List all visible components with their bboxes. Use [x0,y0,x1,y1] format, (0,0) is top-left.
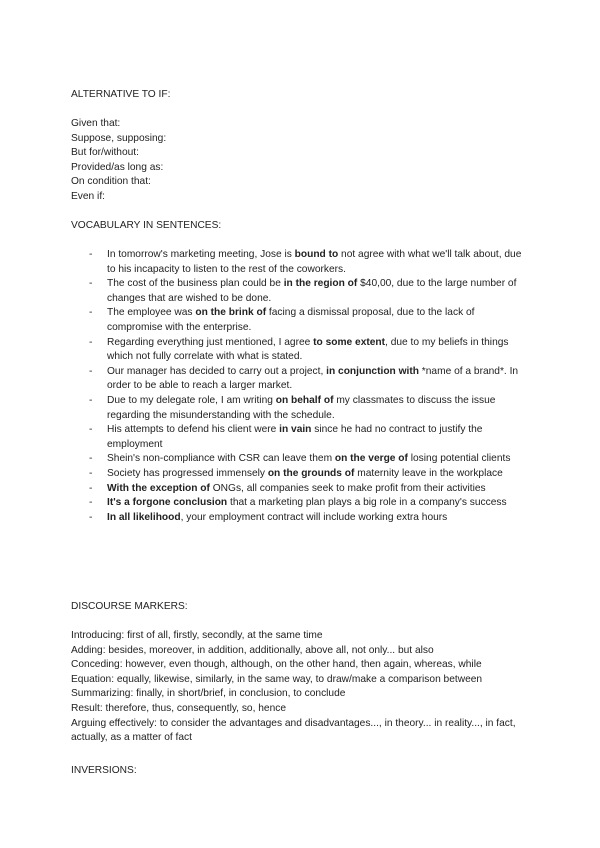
list-item [89,277,529,306]
vocabulary-list [89,248,529,525]
list-item: Suppose, supposing: [71,132,167,144]
alternative-list [71,117,551,205]
item-phrase: It's a forgone conclusion [107,497,228,509]
list-item [89,496,529,511]
item-text: since he had no contract to justify the employment [107,424,483,450]
item-phrase: in the region of [283,278,358,290]
item-phrase: With the exception of [107,482,210,494]
list-item [89,394,529,423]
list-item [89,306,529,335]
bullet-dash: - [89,336,93,348]
inversions-heading: INVERSIONS: [71,765,137,776]
list-item: Result: therefore, thus, consequently, so, hence [71,702,287,714]
item-phrase: on behalf of [275,394,334,406]
list-item [89,452,529,467]
list-item: On condition that: [71,176,151,188]
item-text: *name of a brand*. In order to be able to reach a larger market. [107,365,519,392]
list-item: Arguing effectively: to consider the advantages and disadvantages..., in theory... in reality..., in fact, actually, as a matter of fact [71,717,516,744]
item-text: losing potential clients [407,453,511,465]
list-item: Equation: equally, likewise, similarly, in the same way, to draw/make a comparison between [71,673,483,685]
item-text: not agree with what we'll talk about, due to his incapacity to listen to the rest of the coworkers. [107,249,522,275]
bullet-dash: - [89,249,93,260]
list-item: Given that: [71,118,121,129]
bullet-dash: - [89,365,93,377]
item-text: maternity leave in the workplace [354,467,503,479]
bullet-dash: - [89,467,93,479]
bullet-dash: - [89,482,93,494]
item-phrase: in vain [279,424,312,436]
item-text: Society has progressed immensely [107,467,268,479]
list-item [89,365,529,394]
item-text: facing a dismissal proposal, due to the lack of compromise with the enterprise. [107,307,475,333]
item-text: my classmates to discuss the issue regarding the misunderstanding with the schedule. [107,394,496,421]
bullet-dash: - [89,307,93,319]
list-item [89,336,529,365]
bullet-dash: - [89,394,93,406]
item-phrase: to some extent [313,336,386,348]
item-text: , due to my beliefs in things which not fully correlate with what is stated. [107,336,509,363]
list-item [89,423,529,452]
list-item [89,248,529,277]
item-text: In tomorrow's marketing meeting, Jose is [107,249,295,260]
item-text: Shein's non-compliance with CSR can leave them [107,453,335,465]
discourse-list [71,629,551,746]
list-item: Adding: besides, moreover, in addition, additionally, above all, not only... but also [71,644,434,656]
item-text: Our manager has decided to carry out a project, [107,365,327,377]
item-text: The employee was [107,307,196,319]
alternative-heading: ALTERNATIVE TO IF: [71,89,171,100]
list-item: Conceding: however, even though, although, on the other hand, then again, whereas, while [71,659,482,671]
list-item [89,511,529,526]
item-phrase: in conjunction with [326,365,419,377]
item-text: His attempts to defend his client were [107,424,280,436]
item-text: Regarding everything just mentioned, I agree [107,336,314,348]
list-item [89,482,529,497]
bullet-dash: - [89,497,93,509]
item-text: ONGs, all companies seek to make profit from their activities [209,482,486,494]
item-phrase: on the brink of [195,307,267,319]
item-phrase: In all likelihood [107,511,181,523]
list-item: Summarizing: finally, in short/brief, in conclusion, to conclude [71,688,346,700]
list-item: But for/without: [71,147,139,159]
bullet-dash: - [89,511,93,523]
bullet-dash: - [89,424,93,436]
item-text: $40,00, due to the large number of changes that are wished to be done. [107,278,517,304]
list-item: Provided/as long as: [71,161,164,173]
item-phrase: on the verge of [334,453,408,465]
item-text: , your employment contract will include working extra hours [180,511,448,523]
bullet-dash: - [89,278,93,290]
list-item: Even if: [71,190,105,202]
list-item: Introducing: first of all, firstly, secondly, at the same time [71,630,323,641]
item-phrase: bound to [294,249,339,260]
vocabulary-heading: VOCABULARY IN SENTENCES: [71,220,222,231]
bullet-dash: - [89,453,93,465]
item-text: The cost of the business plan could be [107,278,284,290]
item-text: Due to my delegate role, I am writing [107,394,276,406]
item-phrase: on the grounds of [267,467,355,479]
discourse-heading: DISCOURSE MARKERS: [71,601,188,612]
item-text: that a marketing plan plays a big role in a company's success [227,497,507,509]
list-item [89,467,529,482]
